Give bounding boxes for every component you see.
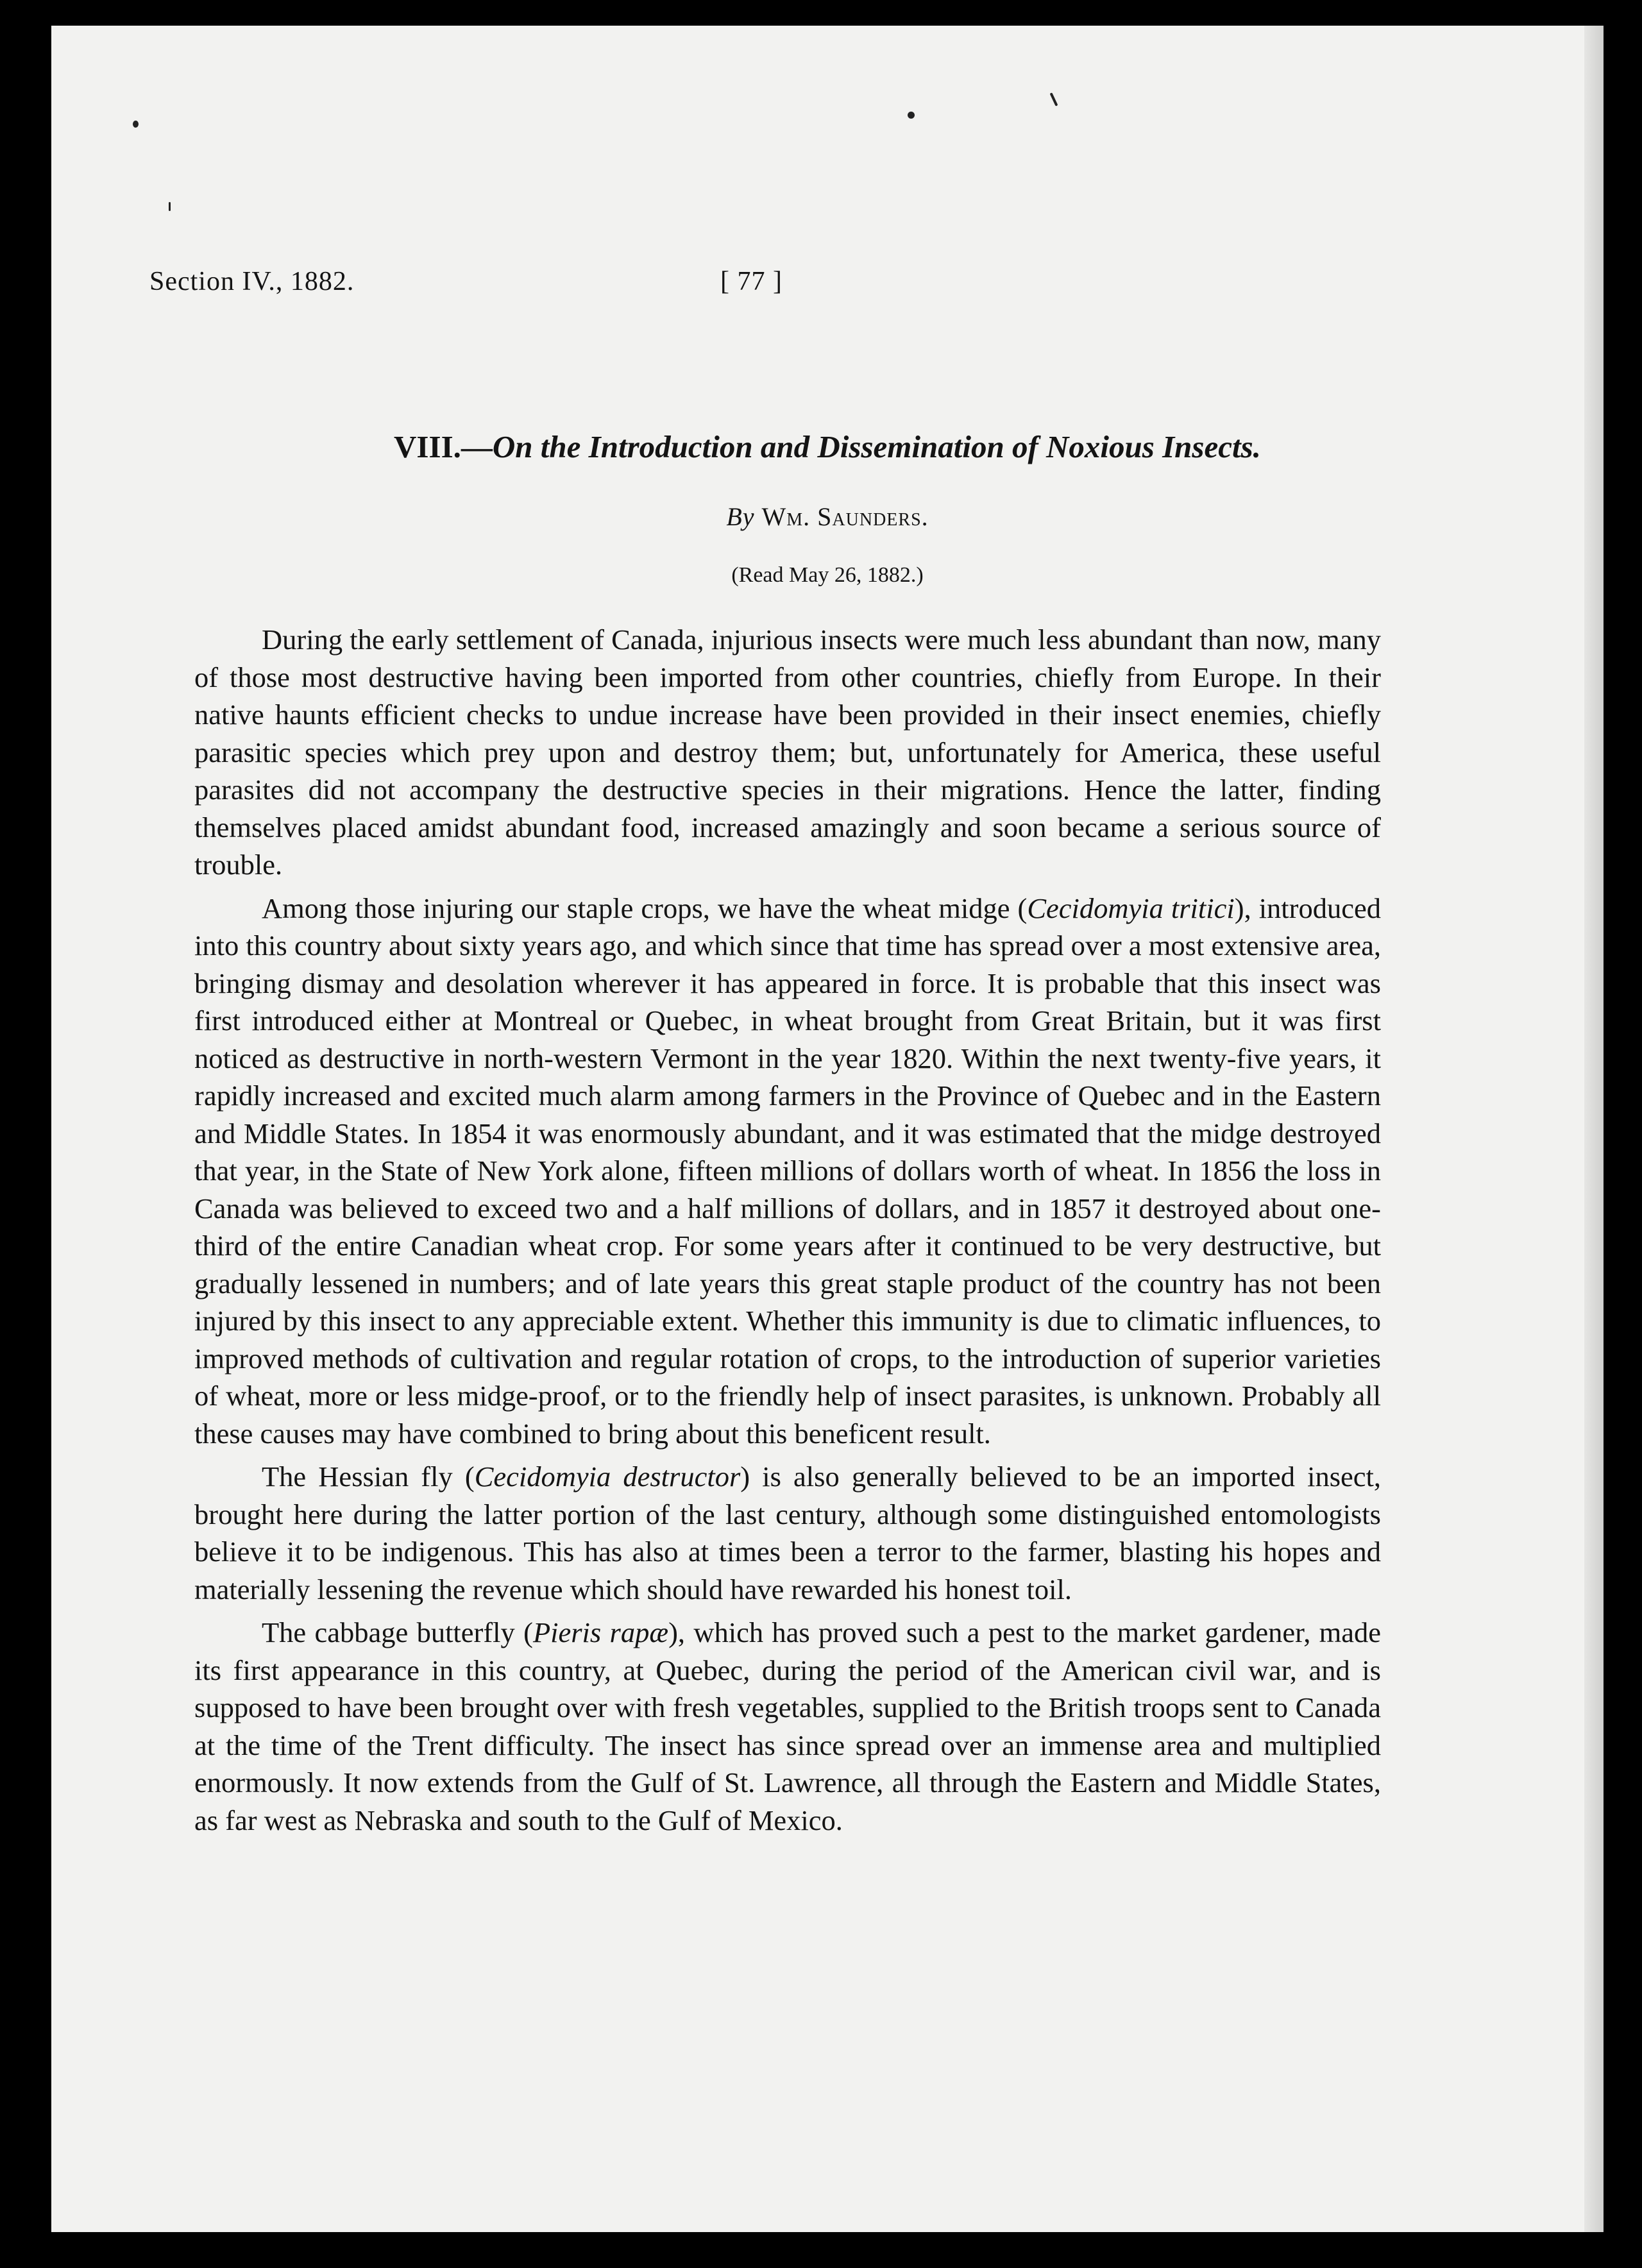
title-text: On the Introduction and Dissemination of Noxious Insects. <box>492 429 1261 464</box>
article-body <box>194 621 1381 1845</box>
paragraph-2 <box>194 890 1381 1453</box>
species-name: Cecidomyia tritici <box>1027 892 1235 924</box>
scan-speck <box>1050 92 1058 106</box>
running-head <box>149 266 887 305</box>
scan-speck <box>908 112 915 119</box>
byline-by: By <box>726 502 755 531</box>
title-numeral: VIII.— <box>394 429 493 464</box>
page-edge-shadow <box>1584 26 1604 2232</box>
paragraph-3-text: The Hessian fly ( <box>262 1460 475 1493</box>
paragraph-2-text: Among those injuring our staple crops, we have the wheat midge ( <box>262 892 1028 924</box>
page-number: [ 77 ] <box>720 267 783 296</box>
species-name: Pieris rapæ <box>532 1616 669 1648</box>
paragraph-1: During the early settlement of Canada, injurious insects were much less abundant than now, many of those most destructive having been imported from other countries, chiefly from Europe. In their native haunts efficient checks to undue increase have been provided in their insect enemies, chiefly parasitic species which prey upon and destroy them; but, unfortunately for America, these useful parasites did not accompany the destructive species in their migrations. Hence the latter, finding themselves placed amidst abundant food, increased amazingly and soon became a serious source of trouble. <box>194 623 1381 881</box>
scanned-page <box>51 26 1604 2232</box>
paragraph-4-text: ), which has proved such a pest to the market gardener, made its first appearance in this country, at Quebec, during the period of the American civil war, and is supposed to have been brought over with fresh vegetables, supplied to the British troops sent to Canada at the time of the Trent difficulty. The insect has since spread over an immense area and multiplied enormously. It now extends from the Gulf of St. Lawrence, all through the Eastern and Middle States, as far west as Nebraska and south to the Gulf of Mexico. <box>194 1616 1381 1836</box>
species-name: Cecidomyia destructor <box>474 1460 741 1493</box>
read-date: (Read May 26, 1882.) <box>731 563 924 587</box>
section-label: Section IV., 1882. <box>149 267 355 296</box>
byline <box>51 502 1604 532</box>
paragraph-2-text: ), introduced into this country about sixty years ago, and which since that time has spread over a most extensive area, bringing dismay and desolation wherever it has appeared in force. It is probable that this insect was first introduced either at Montreal or Quebec, in wheat brought from Great Britain, but it was first noticed as destructive in north-western Vermont in the year 1820. Within the next twenty-five years, it rapidly increased and excited much alarm among farmers in the Province of Quebec and in the Eastern and Middle States. In 1854 it was enormously abundant, and it was estimated that the midge destroyed that year, in the State of New York alone, fifteen millions of dollars worth of wheat. In 1856 the loss in Canada was believed to exceed two and a half millions of dollars, and in 1857 it destroyed about one-third of the entire Canadian wheat crop. For some years after it continued to be very destructive, but gradually lessened in numbers; and of late years this great staple product of the country has not been injured by this insect to any appreciable extent. Whether this immunity is due to climatic influences, to improved methods of cultivation and regular rotation of crops, to the introduction of superior varieties of wheat, more or less midge-proof, or to the friendly help of insect parasites, is unknown. Probably all these causes may have combined to bring about this beneficent result. <box>194 892 1381 1450</box>
paragraph-3 <box>194 1458 1381 1608</box>
scan-speck <box>133 121 139 128</box>
article-title <box>51 428 1604 465</box>
paragraph-4 <box>194 1614 1381 1839</box>
paragraph-3-text: ) is also generally believed to be an imported insect, brought here during the latter portion of the last century, although some distinguished entomologists believe it to be indigenous. This has also at times been a terror to the farmer, blasting his hopes and materially lessening the revenue which should have rewarded his honest toil. <box>194 1460 1382 1605</box>
author-name: Wm. Saunders. <box>761 502 929 531</box>
paragraph-4-text: The cabbage butterfly ( <box>262 1616 533 1648</box>
scan-speck <box>169 202 171 211</box>
